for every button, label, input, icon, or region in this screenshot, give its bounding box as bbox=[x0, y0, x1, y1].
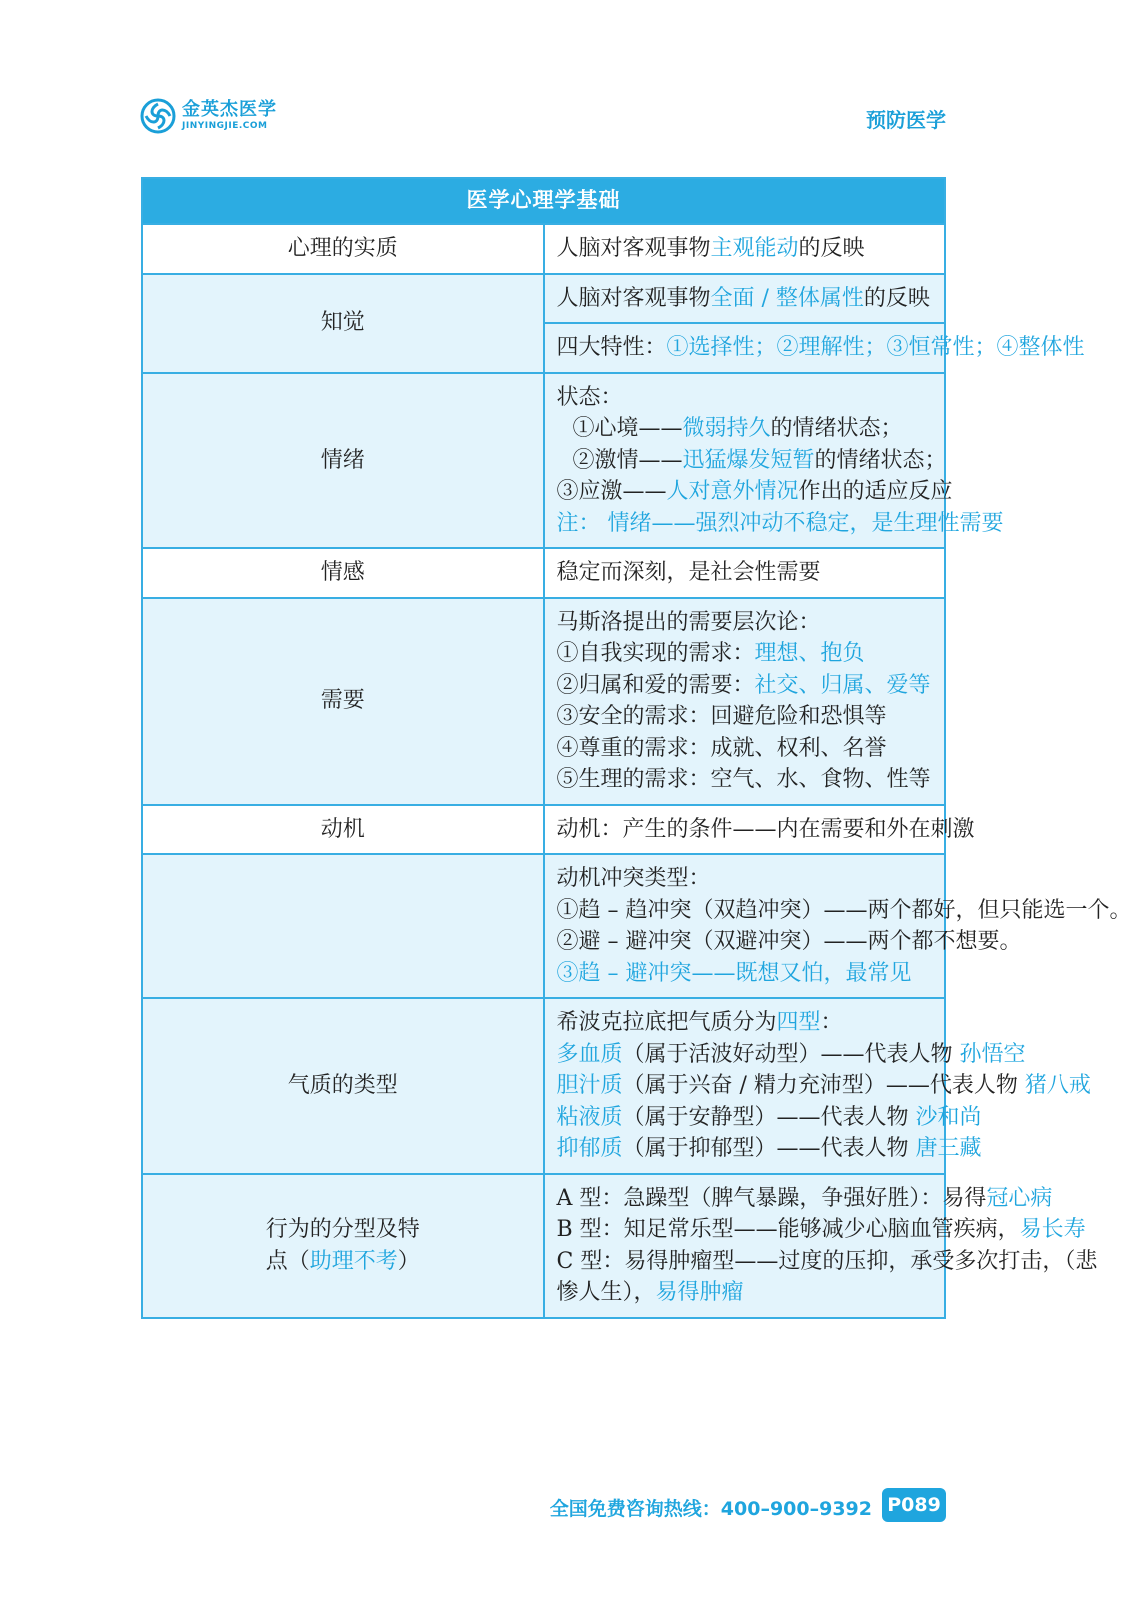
row-content: 希波克拉底把气质分为四型： 多血质（属于活波好动型）——代表人物 孙悟空 胆汁质（属于兴奋 / 精力充沛型）——代表人物 猪八戒 粘液质（属于安静型）——代表人物 沙和尚 抑郁质（属于抑郁型）——代表人物 唐三藏 bbox=[544, 998, 946, 1174]
table-row bbox=[142, 598, 945, 805]
row-label: 需要 bbox=[142, 598, 544, 805]
row-label: 知觉 bbox=[142, 274, 544, 373]
row-content: A 型：急躁型（脾气暴躁，争强好胜）：易得冠心病 B 型：知足常乐型——能够减少心脑血管疾病，易长寿 C 型：易得肿瘤型——过度的压抑，承受多次打击，（悲 惨人生），易得肿瘤 bbox=[544, 1174, 946, 1318]
row-label: 情绪 bbox=[142, 373, 544, 549]
page-footer bbox=[0, 1480, 1082, 1540]
row-label bbox=[142, 854, 544, 998]
row-label: 情感 bbox=[142, 548, 544, 598]
row-label: 行为的分型及特 点（助理不考） bbox=[142, 1174, 544, 1318]
table-row bbox=[142, 274, 945, 324]
row-content: 状态： ①心境——微弱持久的情绪状态； ②激情——迅猛爆发短暂的情绪状态； ③应激——人对意外情况作出的适应反应 注： 情绪——强烈冲动不稳定，是生理性需要 bbox=[544, 373, 946, 549]
note: 注： 情绪——强烈冲动不稳定，是生理性需要 bbox=[556, 510, 1004, 536]
table-row bbox=[142, 805, 945, 855]
row-content: 人脑对客观事物全面 / 整体属性的反映 bbox=[544, 274, 946, 324]
table-row bbox=[142, 854, 945, 998]
logo-swirl-icon bbox=[140, 98, 176, 134]
logo-title: 金英杰医学 bbox=[182, 99, 277, 120]
row-label: 动机 bbox=[142, 805, 544, 855]
table-row bbox=[142, 373, 945, 549]
row-content: 动机冲突类型： ①趋 – 趋冲突（双趋冲突）——两个都好，但只能选一个。 ②避 – 避冲突（双避冲突）——两个都不想要。 ③趋 – 避冲突——既想又怕，最常见 bbox=[544, 854, 946, 998]
page-header bbox=[0, 0, 1082, 150]
table-row bbox=[142, 548, 945, 598]
row-label: 气质的类型 bbox=[142, 998, 544, 1174]
row-content: 稳定而深刻，是社会性需要 bbox=[544, 548, 946, 598]
logo-subtitle: JINYINGJIE.COM bbox=[182, 121, 268, 131]
hotline-text: 全国免费咨询热线：400–900–9392 bbox=[549, 1498, 872, 1520]
table-title: 医学心理学基础 bbox=[142, 178, 945, 224]
page-number-badge: P089 bbox=[882, 1488, 946, 1522]
row-content: 动机：产生的条件——内在需要和外在刺激 bbox=[544, 805, 946, 855]
row-content: 四大特性：①选择性；②理解性；③恒常性；④整体性 bbox=[544, 323, 946, 373]
table-row bbox=[142, 224, 945, 274]
row-label: 心理的实质 bbox=[142, 224, 544, 274]
row-content: 马斯洛提出的需要层次论： ①自我实现的需求：理想、抱负 ②归属和爱的需要：社交、归属、爱等 ③安全的需求：回避危险和恐惧等 ④尊重的需求：成就、权利、名誉 ⑤生理的需求：空气、水、食物、性等 bbox=[544, 598, 946, 805]
row-content: 人脑对客观事物主观能动的反映 bbox=[544, 224, 946, 274]
psychology-table bbox=[141, 177, 1132, 1319]
table-row bbox=[142, 998, 945, 1174]
logo bbox=[140, 98, 277, 134]
section-title: 预防医学 bbox=[866, 108, 946, 132]
table-row bbox=[142, 1174, 945, 1318]
